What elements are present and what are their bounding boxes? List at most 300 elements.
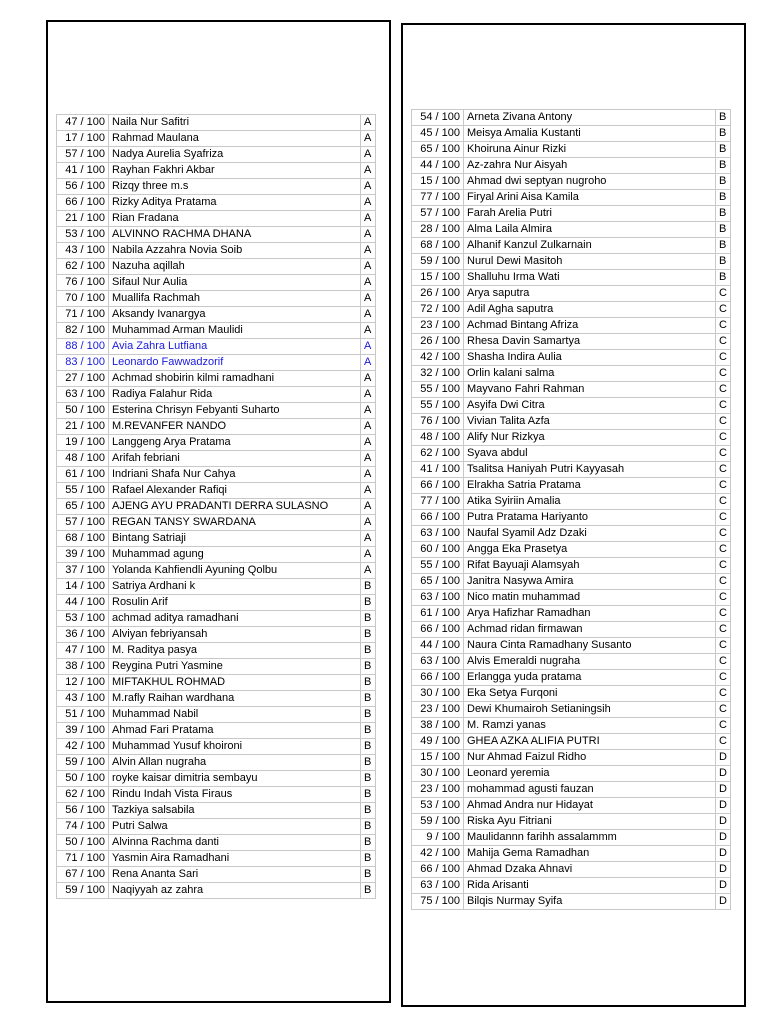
name-cell: ALVINNO RACHMA DHANA — [109, 227, 361, 243]
score-cell: 65 / 100 — [412, 574, 464, 590]
grade-cell: B — [361, 755, 376, 771]
table-row — [57, 867, 376, 883]
score-cell: 62 / 100 — [57, 259, 109, 275]
grade-cell: C — [716, 542, 731, 558]
table-row — [57, 259, 376, 275]
score-cell: 66 / 100 — [412, 670, 464, 686]
table-row — [57, 819, 376, 835]
table-row — [412, 190, 731, 206]
table-row — [412, 110, 731, 126]
name-cell: Arya Hafizhar Ramadhan — [464, 606, 716, 622]
table-row — [412, 270, 731, 286]
table-row — [57, 355, 376, 371]
grade-cell: B — [361, 883, 376, 899]
table-row — [57, 163, 376, 179]
grade-cell: B — [716, 142, 731, 158]
grade-cell: B — [361, 739, 376, 755]
grade-cell: B — [716, 190, 731, 206]
score-cell: 44 / 100 — [412, 638, 464, 654]
name-cell: Dewi Khumairoh Setianingsih — [464, 702, 716, 718]
score-cell: 44 / 100 — [412, 158, 464, 174]
name-cell: Alify Nur Rizkya — [464, 430, 716, 446]
score-cell: 42 / 100 — [412, 846, 464, 862]
score-cell: 88 / 100 — [57, 339, 109, 355]
name-cell: M.REVANFER NANDO — [109, 419, 361, 435]
grade-cell: A — [361, 243, 376, 259]
score-cell: 63 / 100 — [57, 387, 109, 403]
grade-cell: C — [716, 398, 731, 414]
table-row — [412, 222, 731, 238]
table-row — [412, 638, 731, 654]
score-cell: 66 / 100 — [412, 622, 464, 638]
name-cell: Arneta Zivana Antony — [464, 110, 716, 126]
grade-cell: A — [361, 179, 376, 195]
name-cell: Rindu Indah Vista Firaus — [109, 787, 361, 803]
table-row — [412, 718, 731, 734]
name-cell: Rian Fradana — [109, 211, 361, 227]
grade-cell: D — [716, 750, 731, 766]
grade-cell: B — [361, 643, 376, 659]
score-cell: 66 / 100 — [412, 478, 464, 494]
name-cell: Muhammad Arman Maulidi — [109, 323, 361, 339]
score-cell: 61 / 100 — [412, 606, 464, 622]
name-cell: Shalluhu Irma Wati — [464, 270, 716, 286]
name-cell: AJENG AYU PRADANTI DERRA SULASNO — [109, 499, 361, 515]
grade-cell: C — [716, 446, 731, 462]
grade-cell: B — [361, 771, 376, 787]
score-cell: 53 / 100 — [57, 227, 109, 243]
grade-cell: A — [361, 195, 376, 211]
score-cell: 47 / 100 — [57, 115, 109, 131]
name-cell: Farah Arelia Putri — [464, 206, 716, 222]
table-row — [412, 398, 731, 414]
score-cell: 30 / 100 — [412, 766, 464, 782]
name-cell: Naila Nur Safitri — [109, 115, 361, 131]
name-cell: M.rafly Raihan wardhana — [109, 691, 361, 707]
table-row — [57, 275, 376, 291]
table-row — [57, 627, 376, 643]
name-cell: Az-zahra Nur Aisyah — [464, 158, 716, 174]
name-cell: Alma Laila Almira — [464, 222, 716, 238]
grade-cell: A — [361, 163, 376, 179]
score-cell: 66 / 100 — [412, 862, 464, 878]
grade-cell: A — [361, 419, 376, 435]
grade-cell: B — [716, 254, 731, 270]
grade-cell: C — [716, 638, 731, 654]
table-row — [57, 675, 376, 691]
table-row — [412, 894, 731, 910]
table-row — [412, 126, 731, 142]
name-cell: achmad aditya ramadhani — [109, 611, 361, 627]
name-cell: Alvin Allan nugraha — [109, 755, 361, 771]
score-cell: 30 / 100 — [412, 686, 464, 702]
score-cell: 48 / 100 — [57, 451, 109, 467]
score-cell: 50 / 100 — [57, 771, 109, 787]
table-row — [412, 766, 731, 782]
table-row — [412, 334, 731, 350]
name-cell: Nurul Dewi Masitoh — [464, 254, 716, 270]
name-cell: Radiya Falahur Rida — [109, 387, 361, 403]
name-cell: Arifah febriani — [109, 451, 361, 467]
grade-cell: D — [716, 894, 731, 910]
grade-cell: B — [361, 867, 376, 883]
score-cell: 50 / 100 — [57, 835, 109, 851]
grade-cell: C — [716, 654, 731, 670]
name-cell: Rhesa Davin Samartya — [464, 334, 716, 350]
grade-cell: A — [361, 227, 376, 243]
score-cell: 14 / 100 — [57, 579, 109, 595]
table-row — [57, 147, 376, 163]
table-row — [57, 883, 376, 899]
table-row — [57, 835, 376, 851]
grade-cell: C — [716, 366, 731, 382]
name-cell: M. Ramzi yanas — [464, 718, 716, 734]
score-cell: 57 / 100 — [57, 515, 109, 531]
grade-cell: A — [361, 387, 376, 403]
table-row — [57, 515, 376, 531]
grade-cell: A — [361, 147, 376, 163]
name-cell: Ahmad dwi septyan nugroho — [464, 174, 716, 190]
name-cell: Nur Ahmad Faizul Ridho — [464, 750, 716, 766]
name-cell: Rizqy three m.s — [109, 179, 361, 195]
score-cell: 68 / 100 — [412, 238, 464, 254]
table-row — [412, 382, 731, 398]
name-cell: Muhammad Nabil — [109, 707, 361, 723]
score-cell: 27 / 100 — [57, 371, 109, 387]
table-row — [57, 451, 376, 467]
name-cell: Janitra Nasywa Amira — [464, 574, 716, 590]
grade-cell: B — [716, 206, 731, 222]
score-cell: 59 / 100 — [57, 755, 109, 771]
name-cell: Avia Zahra Lutfiana — [109, 339, 361, 355]
score-cell: 26 / 100 — [412, 334, 464, 350]
table-row — [412, 462, 731, 478]
score-cell: 53 / 100 — [57, 611, 109, 627]
score-cell: 55 / 100 — [412, 382, 464, 398]
grade-cell: B — [361, 723, 376, 739]
score-cell: 56 / 100 — [57, 803, 109, 819]
score-cell: 41 / 100 — [57, 163, 109, 179]
grade-cell: C — [716, 318, 731, 334]
grade-cell: C — [716, 414, 731, 430]
score-cell: 71 / 100 — [57, 851, 109, 867]
score-cell: 56 / 100 — [57, 179, 109, 195]
name-cell: mohammad agusti fauzan — [464, 782, 716, 798]
score-cell: 55 / 100 — [412, 398, 464, 414]
grade-cell: D — [716, 766, 731, 782]
name-cell: Mayvano Fahri Rahman — [464, 382, 716, 398]
table-row — [57, 771, 376, 787]
score-cell: 60 / 100 — [412, 542, 464, 558]
name-cell: Naqiyyah az zahra — [109, 883, 361, 899]
table-row — [57, 499, 376, 515]
score-cell: 48 / 100 — [412, 430, 464, 446]
grade-cell: A — [361, 275, 376, 291]
name-cell: Shasha Indira Aulia — [464, 350, 716, 366]
table-row — [57, 291, 376, 307]
table-row — [412, 286, 731, 302]
name-cell: Rifat Bayuaji Alamsyah — [464, 558, 716, 574]
score-cell: 21 / 100 — [57, 211, 109, 227]
name-cell: Ahmad Fari Pratama — [109, 723, 361, 739]
score-cell: 61 / 100 — [57, 467, 109, 483]
name-cell: Mahija Gema Ramadhan — [464, 846, 716, 862]
name-cell: Erlangga yuda pratama — [464, 670, 716, 686]
table-row — [57, 211, 376, 227]
score-cell: 77 / 100 — [412, 190, 464, 206]
table-row — [412, 174, 731, 190]
name-cell: Aksandy Ivanargya — [109, 307, 361, 323]
table-row — [412, 574, 731, 590]
score-cell: 77 / 100 — [412, 494, 464, 510]
table-row — [57, 755, 376, 771]
name-cell: Rosulin Arif — [109, 595, 361, 611]
table-row — [412, 558, 731, 574]
table-row — [412, 302, 731, 318]
name-cell: Muhammad Yusuf khoironi — [109, 739, 361, 755]
table-row — [412, 206, 731, 222]
grade-cell: C — [716, 622, 731, 638]
score-cell: 63 / 100 — [412, 590, 464, 606]
table-row — [412, 350, 731, 366]
score-cell: 66 / 100 — [57, 195, 109, 211]
grade-cell: A — [361, 467, 376, 483]
score-cell: 15 / 100 — [412, 270, 464, 286]
score-cell: 21 / 100 — [57, 419, 109, 435]
name-cell: Atika Syiriin Amalia — [464, 494, 716, 510]
grade-cell: C — [716, 718, 731, 734]
table-row — [57, 403, 376, 419]
grade-cell: C — [716, 606, 731, 622]
name-cell: Bilqis Nurmay Syifa — [464, 894, 716, 910]
name-cell: Rena Ananta Sari — [109, 867, 361, 883]
name-cell: Leonard yeremia — [464, 766, 716, 782]
grade-cell: A — [361, 371, 376, 387]
table-row — [57, 195, 376, 211]
grade-cell: D — [716, 862, 731, 878]
grade-cell: A — [361, 323, 376, 339]
table-row — [412, 606, 731, 622]
grade-cell: A — [361, 307, 376, 323]
grade-cell: B — [361, 659, 376, 675]
grade-cell: A — [361, 547, 376, 563]
score-cell: 71 / 100 — [57, 307, 109, 323]
left-score-table — [56, 114, 376, 899]
name-cell: Asyifa Dwi Citra — [464, 398, 716, 414]
table-row — [57, 115, 376, 131]
score-cell: 53 / 100 — [412, 798, 464, 814]
grade-cell: B — [716, 126, 731, 142]
table-row — [57, 611, 376, 627]
name-cell: Reygina Putri Yasmine — [109, 659, 361, 675]
score-cell: 19 / 100 — [57, 435, 109, 451]
grade-cell: B — [361, 787, 376, 803]
table-row — [57, 547, 376, 563]
name-cell: Naura Cinta Ramadhany Susanto — [464, 638, 716, 654]
score-cell: 55 / 100 — [412, 558, 464, 574]
grade-cell: A — [361, 563, 376, 579]
grade-cell: A — [361, 211, 376, 227]
name-cell: Nico matin muhammad — [464, 590, 716, 606]
grade-cell: A — [361, 115, 376, 131]
name-cell: Muallifa Rachmah — [109, 291, 361, 307]
grade-cell: D — [716, 878, 731, 894]
name-cell: Riska Ayu Fitriani — [464, 814, 716, 830]
grade-cell: B — [716, 270, 731, 286]
name-cell: GHEA AZKA ALIFIA PUTRI — [464, 734, 716, 750]
table-row — [57, 339, 376, 355]
table-row — [57, 435, 376, 451]
table-row — [57, 419, 376, 435]
score-cell: 42 / 100 — [57, 739, 109, 755]
grade-cell: D — [716, 814, 731, 830]
grade-cell: A — [361, 435, 376, 451]
grade-cell: C — [716, 494, 731, 510]
score-cell: 23 / 100 — [412, 782, 464, 798]
score-cell: 39 / 100 — [57, 547, 109, 563]
name-cell: Meisya Amalia Kustanti — [464, 126, 716, 142]
grade-cell: A — [361, 483, 376, 499]
grade-cell: A — [361, 499, 376, 515]
name-cell: Esterina Chrisyn Febyanti Suharto — [109, 403, 361, 419]
score-cell: 59 / 100 — [412, 254, 464, 270]
name-cell: Adil Agha saputra — [464, 302, 716, 318]
grade-cell: A — [361, 259, 376, 275]
name-cell: Sifaul Nur Aulia — [109, 275, 361, 291]
grade-cell: C — [716, 670, 731, 686]
name-cell: Angga Eka Prasetya — [464, 542, 716, 558]
score-cell: 55 / 100 — [57, 483, 109, 499]
score-cell: 41 / 100 — [412, 462, 464, 478]
table-row — [57, 307, 376, 323]
score-cell: 49 / 100 — [412, 734, 464, 750]
grade-cell: B — [716, 238, 731, 254]
grade-cell: A — [361, 403, 376, 419]
score-cell: 82 / 100 — [57, 323, 109, 339]
name-cell: REGAN TANSY SWARDANA — [109, 515, 361, 531]
score-cell: 83 / 100 — [57, 355, 109, 371]
grade-cell: B — [361, 707, 376, 723]
table-row — [57, 803, 376, 819]
grade-cell: A — [361, 339, 376, 355]
table-row — [57, 483, 376, 499]
name-cell: Yolanda Kahfiendli Ayuning Qolbu — [109, 563, 361, 579]
grade-cell: C — [716, 558, 731, 574]
table-row — [412, 446, 731, 462]
grade-cell: A — [361, 355, 376, 371]
table-row — [412, 542, 731, 558]
score-cell: 43 / 100 — [57, 691, 109, 707]
score-cell: 38 / 100 — [57, 659, 109, 675]
score-cell: 76 / 100 — [412, 414, 464, 430]
grade-cell: B — [361, 675, 376, 691]
score-cell: 23 / 100 — [412, 318, 464, 334]
score-cell: 54 / 100 — [412, 110, 464, 126]
score-cell: 63 / 100 — [412, 654, 464, 670]
grade-cell: C — [716, 478, 731, 494]
name-cell: Achmad shobirin kilmi ramadhani — [109, 371, 361, 387]
table-row — [57, 851, 376, 867]
table-row — [412, 734, 731, 750]
name-cell: M. Raditya pasya — [109, 643, 361, 659]
score-cell: 15 / 100 — [412, 174, 464, 190]
grade-cell: B — [716, 158, 731, 174]
score-cell: 38 / 100 — [412, 718, 464, 734]
table-row — [57, 531, 376, 547]
grade-cell: B — [361, 627, 376, 643]
table-row — [412, 702, 731, 718]
table-row — [57, 323, 376, 339]
table-row — [412, 782, 731, 798]
left-score-panel — [46, 20, 391, 1003]
score-cell: 75 / 100 — [412, 894, 464, 910]
score-cell: 63 / 100 — [412, 526, 464, 542]
score-cell: 44 / 100 — [57, 595, 109, 611]
score-cell: 66 / 100 — [412, 510, 464, 526]
name-cell: Nabila Azzahra Novia Soib — [109, 243, 361, 259]
name-cell: Bintang Satriaji — [109, 531, 361, 547]
name-cell: Elrakha Satria Pratama — [464, 478, 716, 494]
score-cell: 57 / 100 — [412, 206, 464, 222]
table-row — [57, 467, 376, 483]
table-row — [412, 526, 731, 542]
name-cell: Putra Pratama Hariyanto — [464, 510, 716, 526]
name-cell: Firyal Arini Aisa Kamila — [464, 190, 716, 206]
table-row — [412, 590, 731, 606]
name-cell: Alviyan febriyansah — [109, 627, 361, 643]
score-cell: 37 / 100 — [57, 563, 109, 579]
name-cell: Achmad ridan firmawan — [464, 622, 716, 638]
score-cell: 50 / 100 — [57, 403, 109, 419]
right-score-table — [411, 109, 731, 910]
right-score-panel — [401, 23, 746, 1007]
name-cell: Vivian Talita Azfa — [464, 414, 716, 430]
score-cell: 15 / 100 — [412, 750, 464, 766]
grade-cell: A — [361, 291, 376, 307]
score-cell: 36 / 100 — [57, 627, 109, 643]
grade-cell: C — [716, 334, 731, 350]
score-cell: 59 / 100 — [57, 883, 109, 899]
score-cell: 65 / 100 — [57, 499, 109, 515]
grade-cell: D — [716, 798, 731, 814]
score-cell: 42 / 100 — [412, 350, 464, 366]
score-cell: 63 / 100 — [412, 878, 464, 894]
name-cell: Alhanif Kanzul Zulkarnain — [464, 238, 716, 254]
grade-cell: A — [361, 531, 376, 547]
name-cell: MIFTAKHUL ROHMAD — [109, 675, 361, 691]
name-cell: Nadya Aurelia Syafriza — [109, 147, 361, 163]
grade-cell: A — [361, 515, 376, 531]
table-row — [412, 158, 731, 174]
name-cell: Leonardo Fawwadzorif — [109, 355, 361, 371]
table-row — [57, 579, 376, 595]
name-cell: Alvinna Rachma danti — [109, 835, 361, 851]
table-row — [412, 846, 731, 862]
score-cell: 23 / 100 — [412, 702, 464, 718]
table-row — [57, 643, 376, 659]
table-row — [57, 595, 376, 611]
grade-cell: C — [716, 526, 731, 542]
table-row — [57, 691, 376, 707]
name-cell: Langgeng Arya Pratama — [109, 435, 361, 451]
name-cell: Orlin kalani salma — [464, 366, 716, 382]
table-row — [57, 707, 376, 723]
name-cell: Satriya Ardhani k — [109, 579, 361, 595]
score-cell: 26 / 100 — [412, 286, 464, 302]
table-row — [412, 494, 731, 510]
grade-cell: D — [716, 830, 731, 846]
name-cell: royke kaisar dimitria sembayu — [109, 771, 361, 787]
